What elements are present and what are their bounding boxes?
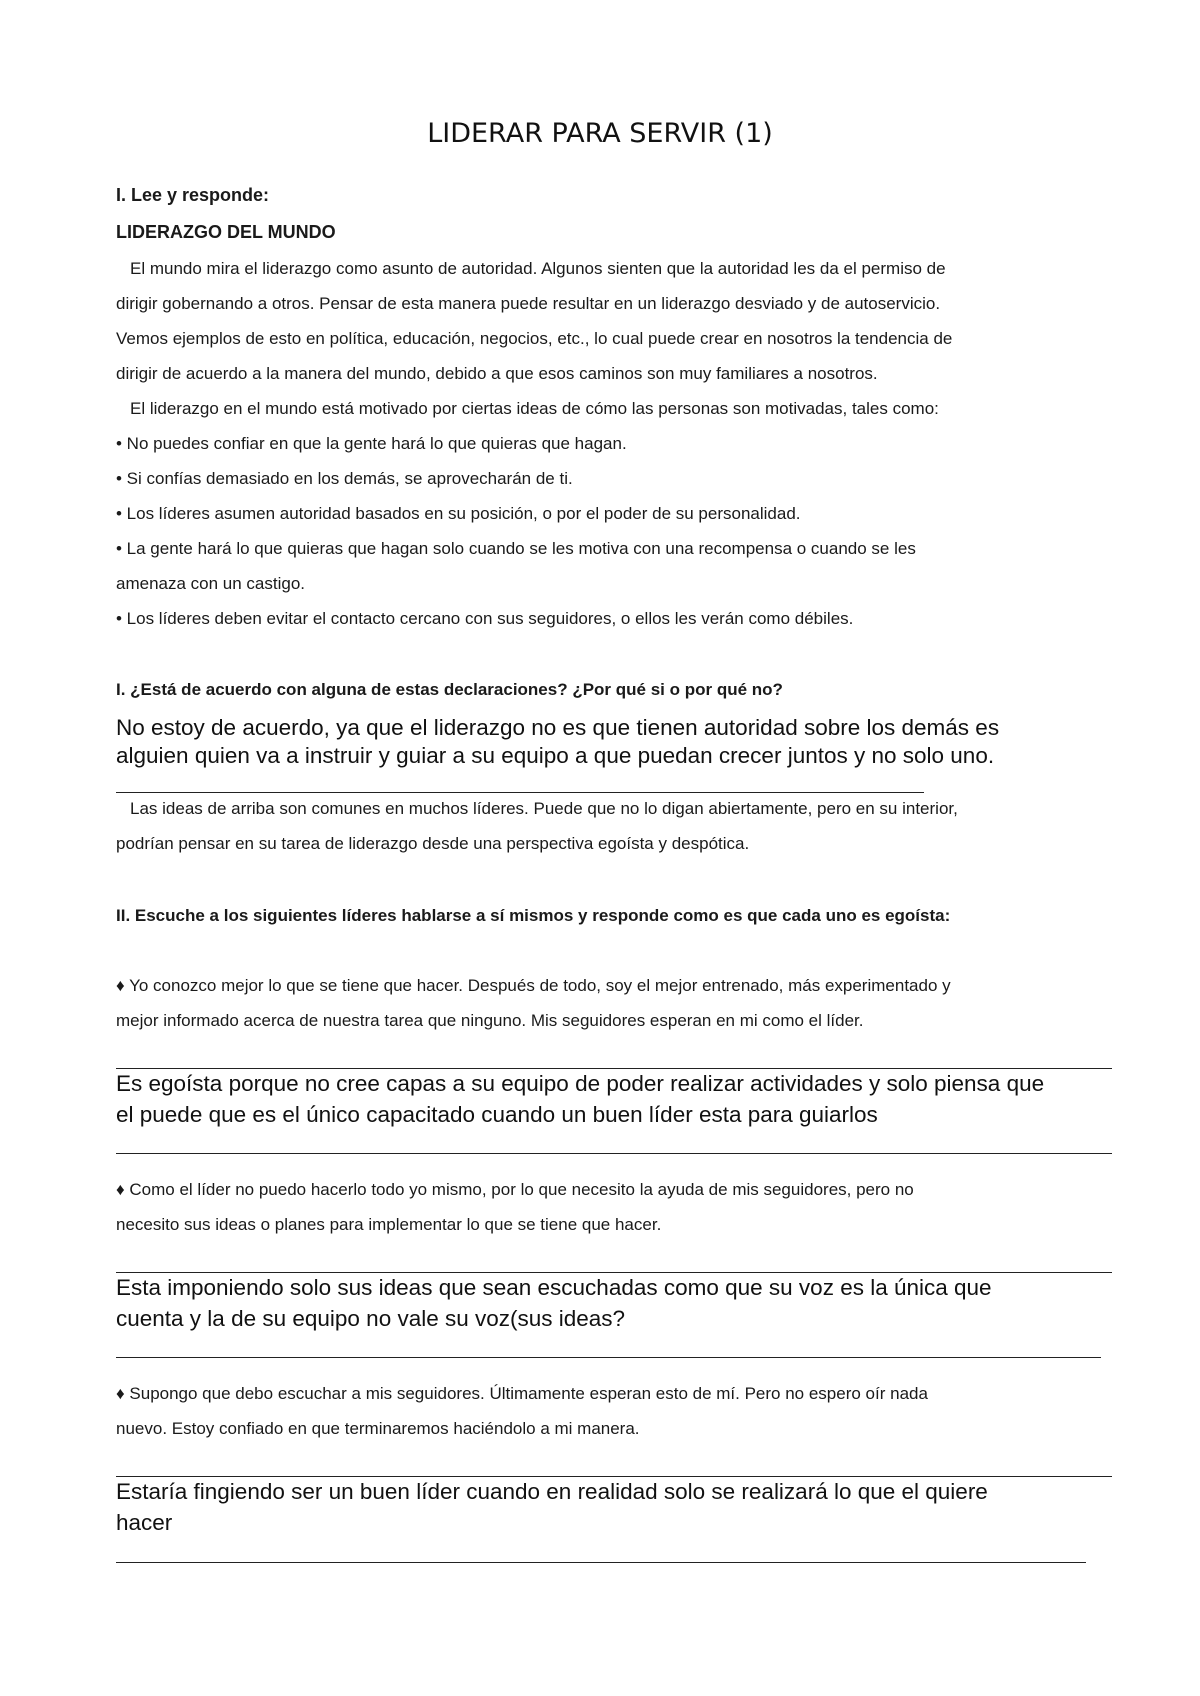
question-text: I. ¿Está de acuerdo con alguna de estas declaraciones? ¿Por qué si o por qué no? (116, 680, 783, 699)
paragraph-line: Vemos ejemplos de esto en política, educación, negocios, etc., lo cual puede crear en nosotros la tendencia de (116, 329, 953, 348)
statement-line: necesito sus ideas o planes para implementar lo que se tiene que hacer. (116, 1215, 662, 1234)
answer-underline (116, 1153, 1112, 1154)
answer-underline (116, 1068, 1112, 1069)
statement-line: ♦ Yo conozco mejor lo que se tiene que hacer. Después de todo, soy el mejor entrenado, más experimentado y (116, 976, 951, 995)
bullet-item: • La gente hará lo que quieras que hagan solo cuando se les motiva con una recompensa o cuando se les (116, 539, 916, 558)
answer-line: cuenta y la de su equipo no vale su voz(sus ideas? (116, 1306, 626, 1331)
bullet-item: • Los líderes deben evitar el contacto cercano con sus seguidores, o ellos les verán como débiles. (116, 609, 854, 628)
paragraph-line: El liderazgo en el mundo está motivado por ciertas ideas de cómo las personas son motivadas, tales como: (130, 399, 939, 418)
statement-line: nuevo. Estoy confiado en que terminaremos haciéndolo a mi manera. (116, 1419, 640, 1438)
paragraph-line: El mundo mira el liderazgo como asunto de autoridad. Algunos sienten que la autoridad les da el permiso de (130, 259, 946, 278)
bullet-item: • Si confías demasiado en los demás, se aprovecharán de ti. (116, 469, 573, 488)
bullet-item: • No puedes confiar en que la gente hará lo que quieras que hagan. (116, 434, 627, 453)
paragraph-line: Las ideas de arriba son comunes en muchos líderes. Puede que no lo digan abiertamente, pero en su interior, (130, 799, 958, 818)
section-heading: I. Lee y responde: (116, 185, 270, 205)
answer-line: Es egoísta porque no cree capas a su equipo de poder realizar actividades y solo piensa que (116, 1071, 1045, 1096)
answer-underline (116, 792, 924, 793)
answer-underline (116, 1357, 1101, 1358)
section-subheading: LIDERAZGO DEL MUNDO (116, 222, 336, 242)
answer-underline (116, 1476, 1112, 1477)
answer-line: hacer (116, 1510, 173, 1535)
statement-line: ♦ Como el líder no puedo hacerlo todo yo mismo, por lo que necesito la ayuda de mis seguidores, pero no (116, 1180, 914, 1199)
statement-line: mejor informado acerca de nuestra tarea que ninguno. Mis seguidores esperan en mi como el líder. (116, 1011, 864, 1030)
paragraph-line: podrían pensar en su tarea de liderazgo desde una perspectiva egoísta y despótica. (116, 834, 750, 853)
page-title: LIDERAR PARA SERVIR (1) (427, 118, 773, 149)
paragraph-line: dirigir gobernando a otros. Pensar de esta manera puede resultar en un liderazgo desviado y de autoservicio. (116, 294, 941, 313)
answer-line: No estoy de acuerdo, ya que el liderazgo no es que tienen autoridad sobre los demás es (116, 715, 1000, 740)
statement-line: ♦ Supongo que debo escuchar a mis seguidores. Últimamente esperan esto de mí. Pero no espero oír nada (116, 1384, 928, 1403)
bullet-item: amenaza con un castigo. (116, 574, 306, 593)
answer-underline (116, 1272, 1112, 1273)
answer-line: Esta imponiendo solo sus ideas que sean escuchadas como que su voz es la única que (116, 1275, 992, 1300)
bullet-item: • Los líderes asumen autoridad basados en su posición, o por el poder de su personalidad. (116, 504, 801, 523)
answer-line: Estaría fingiendo ser un buen líder cuando en realidad solo se realizará lo que el quiere (116, 1479, 988, 1504)
answer-underline (116, 1562, 1086, 1563)
paragraph-line: dirigir de acuerdo a la manera del mundo, debido a que esos caminos son muy familiares a nosotros. (116, 364, 878, 383)
answer-line: el puede que es el único capacitado cuando un buen líder esta para guiarlos (116, 1102, 878, 1127)
answer-line: alguien quien va a instruir y guiar a su equipo a que puedan crecer juntos y no solo uno. (116, 743, 995, 768)
section-heading: II. Escuche a los siguientes líderes hablarse a sí mismos y responde como es que cada uno es egoísta: (116, 906, 951, 925)
